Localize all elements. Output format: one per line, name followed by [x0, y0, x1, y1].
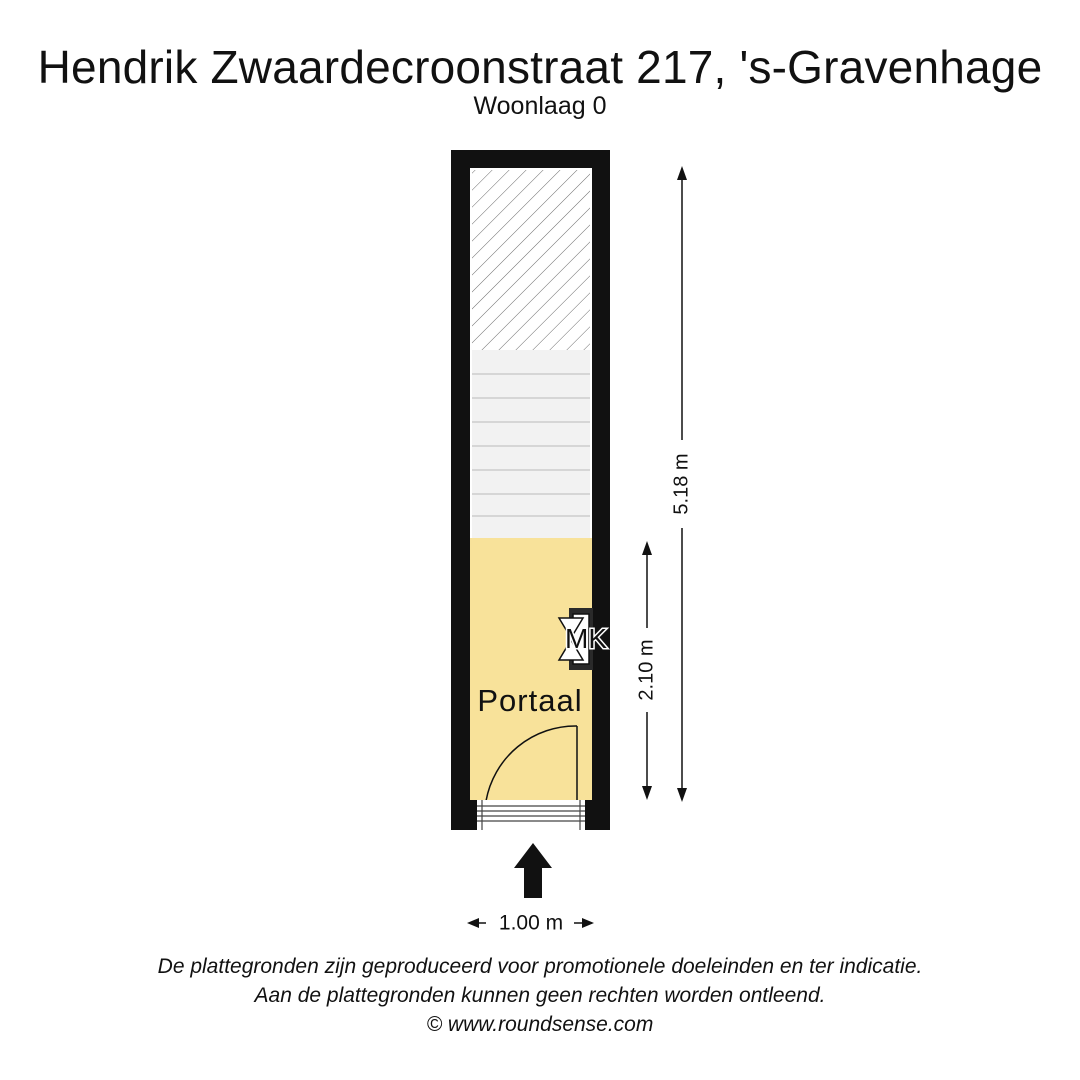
disclaimer-line-1: De plattegronden zijn geproduceerd voor promotionele doeleinden en ter indicatie.	[157, 955, 923, 978]
dimension-width-label: 1.00 m	[498, 911, 564, 935]
staircase	[472, 350, 590, 538]
room-label-portaal: Portaal	[477, 683, 583, 718]
page-title: Hendrik Zwaardecroonstraat 217, 's-Gravenhage	[37, 41, 1043, 93]
dimension-total-length-label: 5.18 m	[670, 453, 693, 515]
entrance-threshold	[477, 800, 585, 830]
copyright-line: © www.roundsense.com	[426, 1013, 654, 1036]
meter-label: MK	[565, 623, 607, 654]
floor-subtitle: Woonlaag 0	[473, 92, 607, 120]
stair-void-hatch	[472, 170, 590, 350]
dimension-portaal-length-label: 2.10 m	[635, 639, 658, 701]
entrance-arrow-icon	[514, 843, 552, 898]
disclaimer-line-2: Aan de plattegronden kunnen geen rechten worden ontleend.	[254, 984, 826, 1007]
